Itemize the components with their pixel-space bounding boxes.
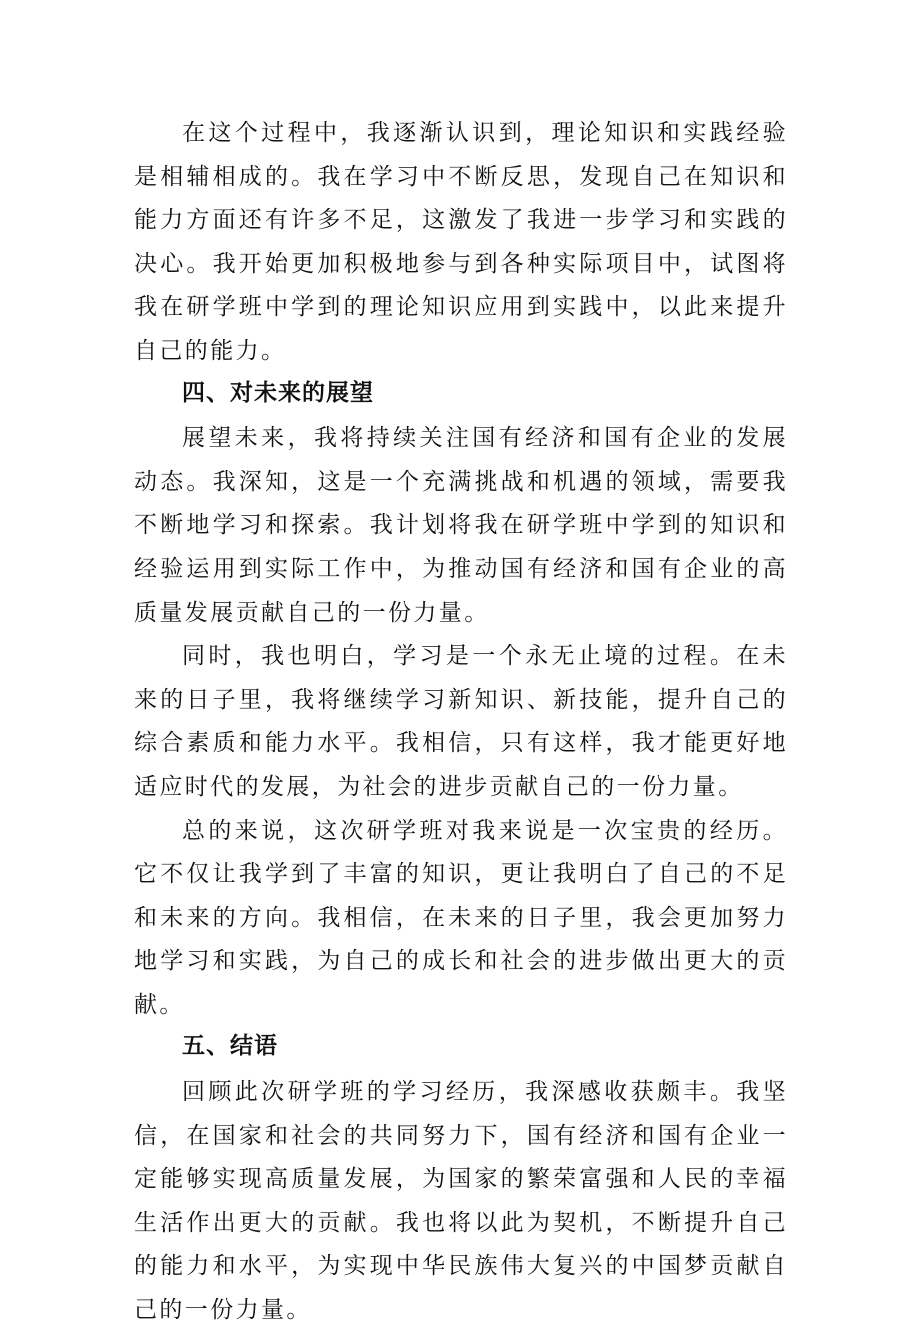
section-heading-future: 四、对未来的展望 — [182, 379, 374, 406]
paragraph-outlook: 展望未来，我将持续关注国有经济和国有企业的发展动态。我深知，这是一个充满挑战和机遇的领域，需要我不断地学习和探索。我计划将我在研学班中学到的知识和经验运用到实际工作中，为推动国有经济和国有企业的高质量发展贡献自己的一份力量。 — [134, 425, 788, 626]
paragraph-conclusion: 回顾此次研学班的学习经历，我深感收获颇丰。我坚信，在国家和社会的共同努力下，国有经济和国有企业一定能够实现高质量发展，为国家的繁荣富强和人民的幸福生活作出更大的贡献。我也将以此为契机，不断提升自己的能力和水平，为实现中华民族伟大复兴的中国梦贡献自己的一份力量。 — [134, 1079, 788, 1324]
document-body — [134, 112, 788, 1333]
paragraph-summary: 总的来说，这次研学班对我来说是一次宝贵的经历。它不仅让我学到了丰富的知识，更让我明白了自己的不足和未来的方向。我相信，在未来的日子里，我会更加努力地学习和实践，为自己的成长和社会的进步做出更大的贡献。 — [134, 817, 788, 1018]
paragraph-reflection: 在这个过程中，我逐渐认识到，理论知识和实践经验是相辅相成的。我在学习中不断反思，发现自己在知识和能力方面还有许多不足，这激发了我进一步学习和实践的决心。我开始更加积极地参与到各种实际项目中，试图将我在研学班中学到的理论知识应用到实践中，以此来提升自己的能力。 — [134, 120, 788, 364]
paragraph-lifelong-learning: 同时，我也明白，学习是一个永无止境的过程。在未来的日子里，我将继续学习新知识、新技能，提升自己的综合素质和能力水平。我相信，只有这样，我才能更好地适应时代的发展，为社会的进步贡献自己的一份力量。 — [134, 643, 788, 800]
section-heading-conclusion: 五、结语 — [182, 1033, 278, 1060]
